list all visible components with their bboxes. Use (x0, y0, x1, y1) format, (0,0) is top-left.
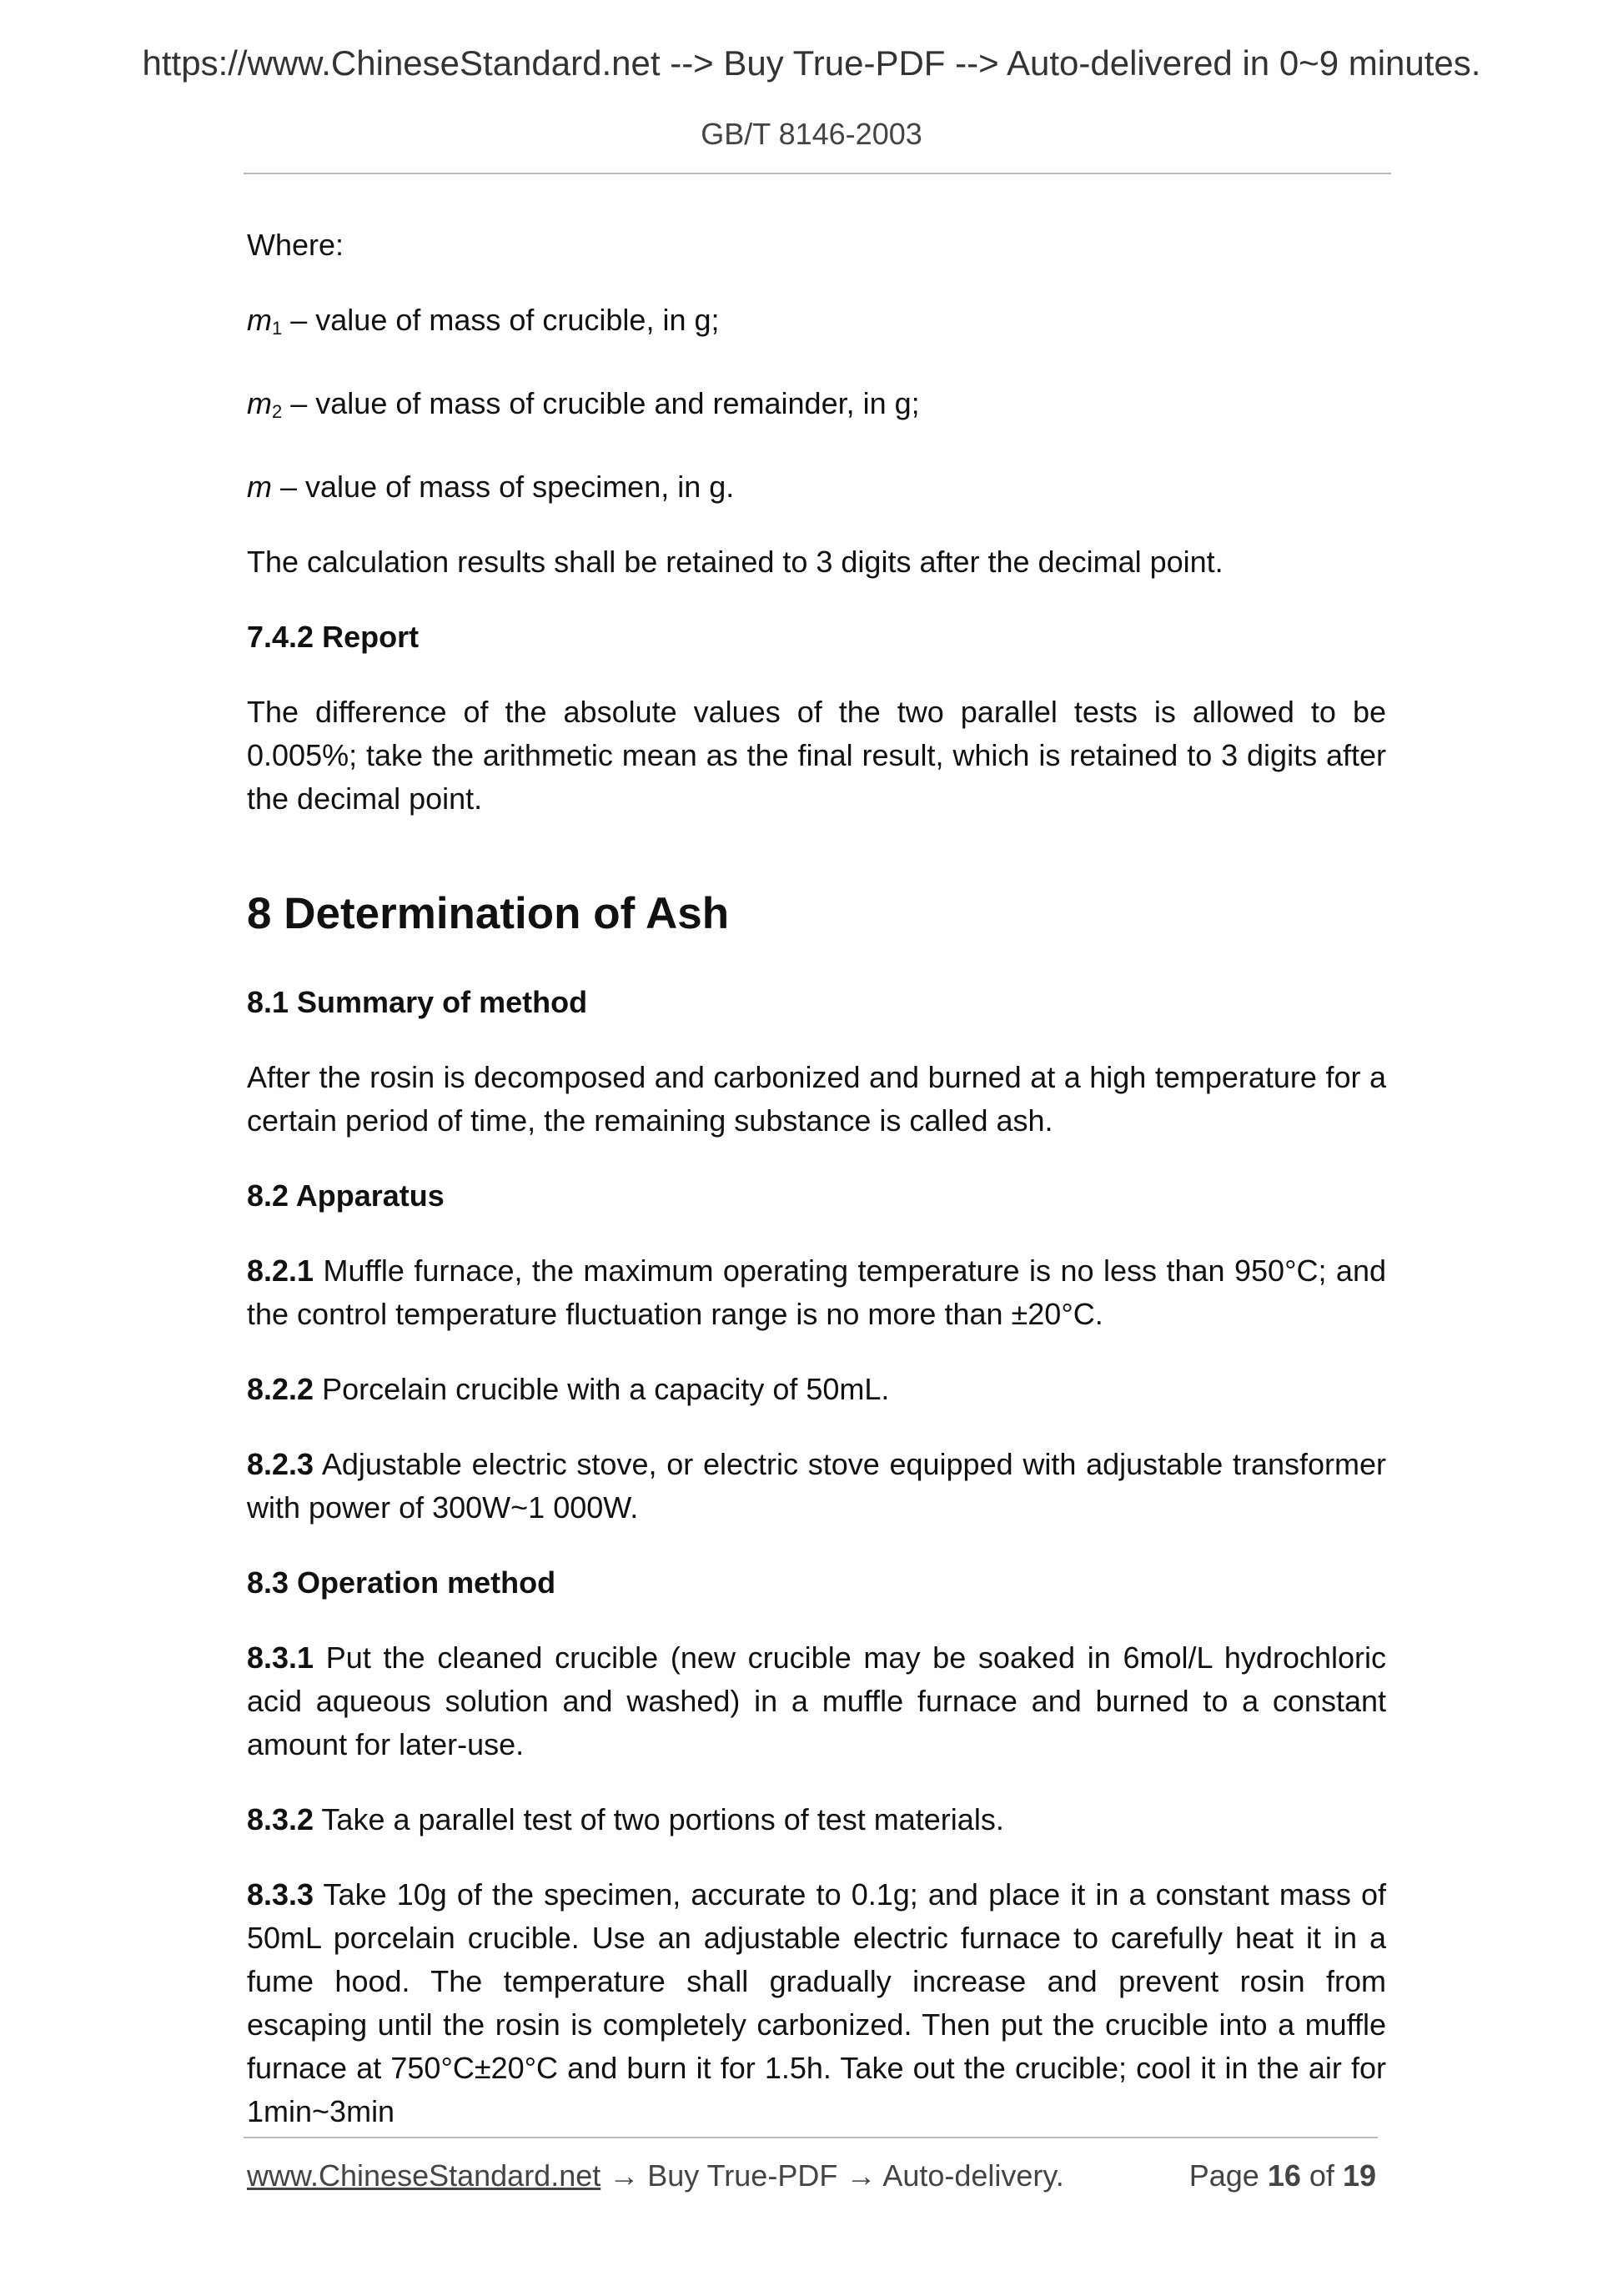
variable-description: – value of mass of crucible and remainder, in g; (282, 386, 920, 420)
section-8-title: 8 Determination of Ash (247, 889, 730, 938)
footer-site-link[interactable]: www.ChineseStandard.net (247, 2158, 601, 2193)
section-8-3-title: 8.3 Operation method (247, 1565, 556, 1600)
variable-symbol: m (247, 470, 272, 504)
clause-number: 8.2.2 (247, 1372, 314, 1406)
page-content (247, 224, 1386, 2165)
section-8-1-title: 8.1 Summary of method (247, 985, 588, 1019)
clause-text: Take 10g of the specimen, accurate to 0.1g; and place it in a constant mass of 50mL porcelain crucible. Use an adjustable electric furnace to carefully heat it in a fume hood. The temperature shall gradually increase and prevent rosin from escaping until the rosin is completely carbonized. Then put the crucible into a muffle furnace at 750°C±20°C and burn it for 1.5h. Take out the crucible; cool it in the air for 1min~3min (247, 1877, 1386, 2128)
variable-m (247, 465, 1386, 509)
page-of: of (1309, 2158, 1334, 2193)
clause-8-3-2 (247, 1798, 1386, 1841)
header-banner: https://www.ChineseStandard.net --> Buy True-PDF --> Auto-delivered in 0~9 minutes. (142, 43, 1481, 83)
variable-subscript: 2 (272, 401, 283, 422)
clause-8-2-2 (247, 1368, 1386, 1411)
page-current: 16 (1267, 2158, 1301, 2193)
clause-number: 8.3.1 (247, 1640, 314, 1675)
footer-promo-text: → Buy True-PDF → Auto-delivery. (600, 2158, 1064, 2193)
page-indicator (1189, 2158, 1376, 2193)
section-7-4-2-title: 7.4.2 Report (247, 620, 420, 654)
variable-description: – value of mass of crucible, in g; (282, 303, 720, 337)
clause-number: 8.2.3 (247, 1447, 314, 1481)
footer-promo (247, 2158, 1064, 2193)
footer-divider (244, 2137, 1378, 2138)
document-number: GB/T 8146-2003 (701, 117, 922, 151)
clause-8-3-1 (247, 1636, 1386, 1766)
variable-subscript: 1 (272, 318, 283, 339)
variable-description: – value of mass of specimen, in g. (272, 470, 735, 504)
variable-m1 (247, 299, 1386, 350)
page-total: 19 (1342, 2158, 1376, 2193)
clause-text: Muffle furnace, the maximum operating temperature is no less than 950°C; and the control temperature fluctuation range is no more than ±20°C. (247, 1254, 1386, 1331)
clause-text: Adjustable electric stove, or electric stove equipped with adjustable transformer with power of 300W~1 000W. (247, 1447, 1386, 1525)
calculation-note: The calculation results shall be retained to 3 digits after the decimal point. (247, 545, 1224, 579)
clause-text: Take a parallel test of two portions of test materials. (314, 1802, 1004, 1836)
variable-symbol: m (247, 303, 272, 337)
section-8-1-text: After the rosin is decomposed and carbonized and burned at a high temperature for a certain period of time, the remaining substance is called ash. (247, 1060, 1386, 1138)
clause-8-2-1 (247, 1249, 1386, 1336)
clause-number: 8.3.3 (247, 1877, 314, 1912)
page-label: Page (1188, 2158, 1259, 2193)
clause-number: 8.2.1 (247, 1254, 314, 1288)
section-8-2-title: 8.2 Apparatus (247, 1178, 445, 1213)
clause-text: Porcelain crucible with a capacity of 50mL. (314, 1372, 890, 1406)
where-label: Where: (247, 228, 344, 262)
clause-8-2-3 (247, 1443, 1386, 1530)
clause-text: Put the cleaned crucible (new crucible may be soaked in 6mol/L hydrochloric acid aqueous solution and washed) in a muffle furnace and burned to a constant amount for later-use. (247, 1640, 1386, 1761)
clause-number: 8.3.2 (247, 1802, 314, 1836)
variable-symbol: m (247, 386, 272, 420)
header-divider (244, 173, 1391, 174)
clause-8-3-3 (247, 1873, 1386, 2133)
section-7-4-2-text: The difference of the absolute values of the two parallel tests is allowed to be 0.005%; take the arithmetic mean as the final result, which is retained to 3 digits after the decimal point. (247, 695, 1386, 816)
variable-m2 (247, 382, 1386, 434)
